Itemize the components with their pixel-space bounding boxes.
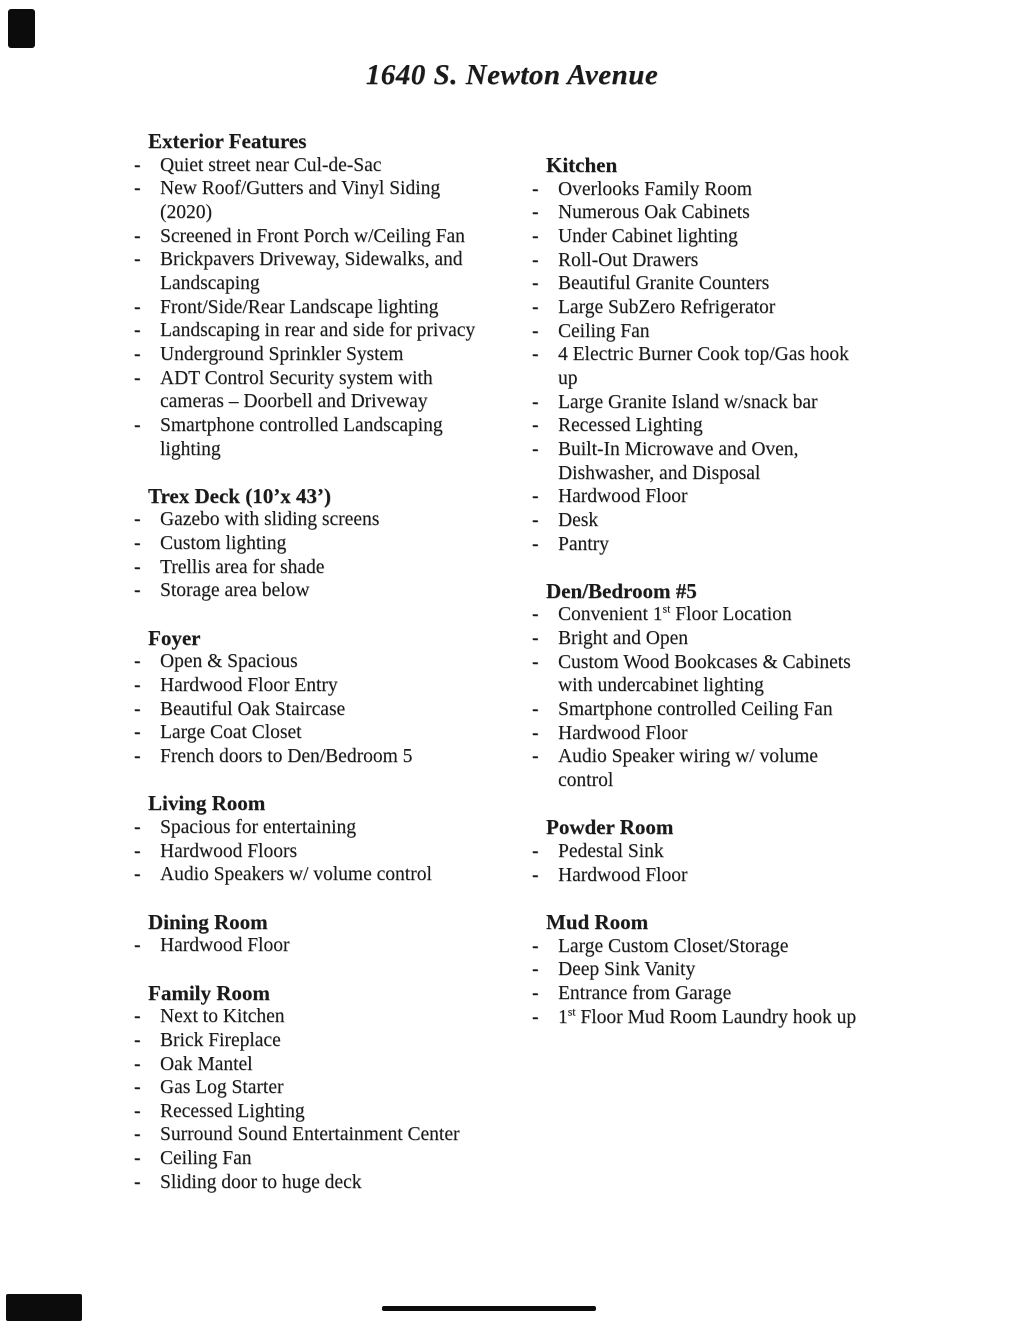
list-item bbox=[130, 1123, 532, 1147]
list-item-text: Hardwood Floor bbox=[558, 864, 688, 886]
list-item-text: Hardwood Floors bbox=[160, 840, 298, 862]
section-heading: Dining Room bbox=[148, 909, 268, 934]
list-item-text: Spacious for entertaining bbox=[160, 816, 357, 838]
dash-bullet: - bbox=[532, 935, 539, 957]
dash-bullet: - bbox=[532, 273, 539, 295]
dash-bullet: - bbox=[532, 628, 539, 650]
dash-bullet: - bbox=[532, 864, 539, 886]
list-item bbox=[130, 343, 532, 367]
list-item-text: Under Cabinet lighting bbox=[558, 225, 738, 247]
list-item bbox=[528, 745, 988, 792]
section-heading: Living Room bbox=[148, 791, 266, 816]
list-item-text: French doors to Den/Bedroom 5 bbox=[160, 746, 413, 768]
list-item bbox=[528, 603, 988, 627]
dash-bullet: - bbox=[532, 982, 539, 1004]
list-item-text: 4 Electric Burner Cook top/Gas hook up bbox=[558, 344, 849, 389]
section-heading: Powder Room bbox=[546, 815, 674, 840]
list-item-text: Custom Wood Bookcases & Cabinets with undercabinet lighting bbox=[558, 651, 851, 697]
dash-bullet: - bbox=[134, 1148, 141, 1170]
list-item bbox=[130, 1171, 532, 1195]
list-item-text: Screened in Front Porch w/Ceiling Fan bbox=[160, 225, 465, 247]
dash-bullet: - bbox=[134, 509, 141, 531]
dash-bullet: - bbox=[134, 556, 141, 578]
list-item-text: Hardwood Floor Entry bbox=[160, 675, 338, 697]
dash-bullet: - bbox=[532, 438, 539, 460]
dash-bullet: - bbox=[532, 841, 539, 862]
list-item-text: Built-In Microwave and Oven, Dishwasher, and Disposal bbox=[558, 438, 799, 484]
dash-bullet: - bbox=[532, 391, 539, 413]
list-item bbox=[130, 1147, 532, 1171]
list-item-text: Open & Spacious bbox=[160, 651, 298, 673]
list-item-text: Overlooks Family Room bbox=[558, 178, 752, 200]
list-item-text: Gas Log Starter bbox=[160, 1077, 284, 1099]
list-item-text: Numerous Oak Cabinets bbox=[558, 202, 750, 224]
list-item bbox=[130, 1053, 532, 1077]
column-right bbox=[528, 154, 988, 1029]
section-kitchen bbox=[528, 154, 988, 556]
list-item bbox=[528, 320, 988, 344]
list-item bbox=[130, 177, 532, 224]
list-item bbox=[130, 508, 532, 532]
list-item-text: ADT Control Security system with cameras – Doorbell and Driveway bbox=[160, 367, 433, 413]
list-item-text: Entrance from Garage bbox=[558, 982, 732, 1004]
section-heading: Family Room bbox=[148, 980, 270, 1005]
list-item-text: Beautiful Oak Staircase bbox=[160, 698, 346, 720]
dash-bullet: - bbox=[532, 344, 539, 366]
dash-bullet: - bbox=[134, 935, 141, 957]
list-item bbox=[528, 627, 988, 651]
ordinal-superscript: st bbox=[662, 602, 671, 616]
list-item-text: Pantry bbox=[558, 533, 609, 555]
list-item bbox=[130, 698, 532, 722]
list-item bbox=[130, 674, 532, 698]
list-item bbox=[130, 532, 532, 556]
section-heading: Den/Bedroom #5 bbox=[546, 578, 697, 603]
list-item bbox=[130, 319, 532, 343]
section-heading: Kitchen bbox=[546, 153, 618, 177]
list-item bbox=[528, 533, 988, 557]
list-item bbox=[130, 154, 532, 178]
column-left bbox=[130, 130, 532, 1194]
list-item-text: Audio Speaker wiring w/ volume control bbox=[558, 746, 818, 792]
list-item bbox=[528, 178, 988, 202]
list-item-text: Recessed Lighting bbox=[558, 415, 703, 437]
list-item-text: Ceiling Fan bbox=[160, 1148, 252, 1170]
dash-bullet: - bbox=[532, 296, 539, 318]
list-item bbox=[130, 840, 532, 864]
dash-bullet: - bbox=[532, 178, 539, 200]
list-item-text: Deep Sink Vanity bbox=[558, 959, 696, 981]
dash-bullet: - bbox=[532, 959, 539, 981]
list-item-text: Custom lighting bbox=[160, 533, 287, 555]
section-foyer bbox=[130, 627, 532, 769]
list-item-text: Hardwood Floor bbox=[160, 935, 290, 957]
scan-artifact-top-left bbox=[8, 9, 35, 48]
dash-bullet: - bbox=[134, 722, 141, 744]
dash-bullet: - bbox=[134, 1124, 141, 1146]
list-item bbox=[130, 367, 532, 414]
list-item-text: Brickpavers Driveway, Sidewalks, and Landscaping bbox=[160, 249, 463, 294]
list-item bbox=[528, 225, 988, 249]
section-trex-deck-10-x-43 bbox=[130, 485, 532, 603]
list-item bbox=[130, 816, 532, 840]
section-powder-room bbox=[528, 816, 988, 887]
list-item bbox=[130, 225, 532, 249]
dash-bullet: - bbox=[134, 1100, 141, 1122]
dash-bullet: - bbox=[134, 1053, 141, 1075]
dash-bullet: - bbox=[532, 722, 539, 744]
list-item bbox=[528, 272, 988, 296]
list-item bbox=[130, 1076, 532, 1100]
dash-bullet: - bbox=[134, 249, 141, 271]
list-item-text: Large Coat Closet bbox=[160, 722, 302, 744]
list-item bbox=[130, 414, 532, 461]
list-item bbox=[528, 414, 988, 438]
list-item-text: Brick Fireplace bbox=[160, 1029, 281, 1051]
list-item bbox=[528, 982, 988, 1006]
list-item-text: Smartphone controlled Landscaping lighting bbox=[160, 414, 443, 460]
list-item bbox=[130, 1005, 532, 1029]
dash-bullet: - bbox=[532, 651, 539, 673]
dash-bullet: - bbox=[134, 414, 141, 436]
list-item bbox=[130, 863, 532, 887]
section-exterior-features bbox=[130, 130, 532, 461]
list-item bbox=[130, 296, 532, 320]
dash-bullet: - bbox=[134, 1077, 141, 1099]
list-item bbox=[528, 509, 988, 533]
dash-bullet: - bbox=[134, 296, 141, 318]
dash-bullet: - bbox=[532, 486, 539, 508]
dash-bullet: - bbox=[134, 675, 141, 697]
dash-bullet: - bbox=[532, 1006, 539, 1028]
list-item-text: Roll-Out Drawers bbox=[558, 249, 699, 271]
dash-bullet: - bbox=[532, 320, 539, 342]
dash-bullet: - bbox=[532, 746, 539, 768]
list-item bbox=[528, 296, 988, 320]
dash-bullet: - bbox=[134, 580, 141, 602]
list-item bbox=[528, 1006, 988, 1030]
list-item bbox=[130, 934, 532, 958]
section-heading: Exterior Features bbox=[148, 129, 307, 153]
dash-bullet: - bbox=[532, 533, 539, 555]
section-heading: Foyer bbox=[148, 625, 201, 650]
list-item bbox=[130, 556, 532, 580]
list-item-text: Landscaping in rear and side for privacy bbox=[160, 320, 476, 342]
dash-bullet: - bbox=[134, 178, 141, 200]
dash-bullet: - bbox=[134, 816, 141, 838]
list-item bbox=[130, 1100, 532, 1124]
list-item bbox=[528, 343, 988, 390]
list-item-text: Large Granite Island w/snack bar bbox=[558, 391, 818, 413]
dash-bullet: - bbox=[134, 225, 141, 247]
dash-bullet: - bbox=[134, 651, 141, 673]
dash-bullet: - bbox=[134, 698, 141, 720]
list-item bbox=[528, 864, 988, 888]
list-item bbox=[130, 1029, 532, 1053]
section-living-room bbox=[130, 792, 532, 887]
section-mud-room bbox=[528, 911, 988, 1029]
list-item-text: Oak Mantel bbox=[160, 1053, 253, 1075]
list-item bbox=[528, 391, 988, 415]
list-item bbox=[130, 248, 532, 295]
dash-bullet: - bbox=[134, 1006, 141, 1028]
list-item-text: Ceiling Fan bbox=[558, 320, 650, 342]
list-item bbox=[528, 935, 988, 959]
dash-bullet: - bbox=[134, 746, 141, 768]
page-title: 1640 S. Newton Avenue bbox=[365, 59, 659, 92]
dash-bullet: - bbox=[532, 699, 539, 721]
dash-bullet: - bbox=[532, 202, 539, 224]
section-family-room bbox=[130, 982, 532, 1195]
list-item-text: Trellis area for shade bbox=[160, 556, 325, 578]
section-dining-room bbox=[130, 911, 532, 958]
dash-bullet: - bbox=[134, 320, 141, 342]
list-item bbox=[130, 721, 532, 745]
list-item-text: Hardwood Floor bbox=[558, 486, 688, 508]
list-item-text: New Roof/Gutters and Vinyl Siding (2020) bbox=[160, 178, 441, 223]
list-item bbox=[130, 745, 532, 769]
list-item bbox=[528, 958, 988, 982]
list-item-text: Storage area below bbox=[160, 580, 310, 602]
section-den-bedroom-5 bbox=[528, 580, 988, 793]
dash-bullet: - bbox=[134, 864, 141, 886]
list-item-text: Audio Speakers w/ volume control bbox=[160, 864, 432, 886]
section-heading: Mud Room bbox=[546, 909, 649, 934]
list-item-text: Surround Sound Entertainment Center bbox=[160, 1124, 460, 1146]
dash-bullet: - bbox=[532, 415, 539, 437]
list-item-text: Large SubZero Refrigerator bbox=[558, 296, 776, 318]
list-item bbox=[528, 698, 988, 722]
list-item-text: Smartphone controlled Ceiling Fan bbox=[558, 699, 833, 721]
list-item-text: Desk bbox=[558, 509, 599, 531]
list-item bbox=[528, 722, 988, 746]
dash-bullet: - bbox=[134, 1171, 141, 1193]
dash-bullet: - bbox=[134, 154, 141, 176]
list-item bbox=[528, 201, 988, 225]
list-item-text: Quiet street near Cul-de-Sac bbox=[160, 154, 382, 176]
list-item bbox=[528, 840, 988, 864]
list-item bbox=[130, 579, 532, 603]
dash-bullet: - bbox=[134, 1029, 141, 1051]
list-item bbox=[528, 438, 988, 485]
list-item bbox=[528, 485, 988, 509]
list-item-text: Bright and Open bbox=[558, 628, 688, 650]
dash-bullet: - bbox=[134, 343, 141, 365]
list-item-text: Gazebo with sliding screens bbox=[160, 509, 380, 531]
ordinal-superscript: st bbox=[567, 1005, 576, 1019]
dash-bullet: - bbox=[532, 509, 539, 531]
list-item-text: Front/Side/Rear Landscape lighting bbox=[160, 296, 439, 318]
list-item-text: 1st Floor Mud Room Laundry hook up bbox=[558, 1005, 857, 1028]
list-item bbox=[528, 249, 988, 273]
dash-bullet: - bbox=[532, 249, 539, 271]
dash-bullet: - bbox=[532, 604, 539, 626]
list-item-text: Underground Sprinkler System bbox=[160, 343, 404, 365]
list-item-text: Large Custom Closet/Storage bbox=[558, 935, 789, 957]
list-item bbox=[528, 651, 988, 698]
dash-bullet: - bbox=[134, 367, 141, 389]
dash-bullet: - bbox=[134, 533, 141, 555]
list-item-text: Sliding door to huge deck bbox=[160, 1171, 362, 1193]
section-heading: Trex Deck (10’x 43’) bbox=[148, 483, 331, 508]
list-item-text: Recessed Lighting bbox=[160, 1100, 305, 1122]
list-item-text: Pedestal Sink bbox=[558, 841, 664, 862]
list-item-text: Next to Kitchen bbox=[160, 1006, 285, 1028]
list-item-text: Beautiful Granite Counters bbox=[558, 273, 770, 295]
dash-bullet: - bbox=[532, 225, 539, 247]
list-item-text: Hardwood Floor bbox=[558, 722, 688, 744]
scan-artifact-bottom-left bbox=[6, 1294, 82, 1321]
dash-bullet: - bbox=[134, 840, 141, 862]
list-item bbox=[130, 650, 532, 674]
list-item-text: Convenient 1st Floor Location bbox=[558, 602, 792, 626]
scan-artifact-bottom-line bbox=[382, 1306, 596, 1311]
